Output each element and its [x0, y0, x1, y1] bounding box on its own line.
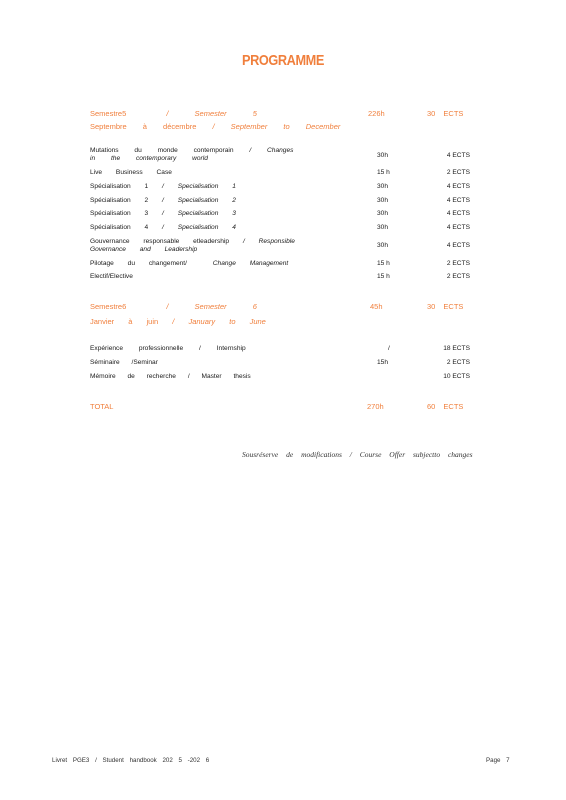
course-label-fr: Spécialisation 4 [90, 224, 149, 231]
course-ects: 4 ECTS [446, 197, 470, 204]
total-label: TOTAL [90, 402, 114, 411]
course-label [90, 197, 300, 205]
course-hours: 30h [377, 210, 389, 217]
semester5-hours: 226h [368, 109, 385, 118]
course-label-fr: Gouvernance responsable etleadership [90, 238, 230, 245]
footer-handbook: Livret PGE3 / Student handbook 202 5 -202 6 [52, 757, 210, 764]
footer-page-number: Page 7 [486, 757, 510, 764]
course-label [90, 373, 330, 381]
course-hours: 15 h [377, 260, 390, 267]
course-label-en: / Specialisation 3 [162, 210, 236, 217]
total-ects: 60 ECTS [427, 402, 464, 411]
total-hours: 270h [367, 402, 384, 411]
semester6-heading-en: / Semester 6 [166, 302, 257, 311]
course-label [90, 224, 300, 232]
course-hours: / [388, 345, 390, 352]
semester6-hours: 45h [370, 302, 383, 311]
course-ects: 2 ECTS [446, 169, 470, 176]
course-ects: 2 ECTS [446, 260, 470, 267]
course-hours: 30h [377, 242, 389, 249]
course-label-en: / Specialisation 4 [162, 224, 236, 231]
page-title: PROGRAMME [242, 52, 324, 69]
semester5-period-en: / September to December [212, 122, 341, 131]
course-label-fr: Spécialisation 3 [90, 210, 149, 217]
course-ects: 2 ECTS [446, 359, 470, 366]
course-label-fr: Mutations du monde contemporain [90, 147, 234, 154]
course-label-fr: Electif/Elective [90, 273, 133, 280]
course-label-fr: Spécialisation 2 [90, 197, 149, 204]
course-label-fr: Pilotage du changement/ [90, 260, 187, 267]
course-ects: 10 ECTS [443, 373, 470, 380]
course-ects: 2 ECTS [446, 273, 470, 280]
course-hours: 15 h [377, 169, 390, 176]
course-hours: 30h [377, 224, 389, 231]
course-hours: 30h [377, 197, 389, 204]
course-label-en: / Changes in the contemporary world [90, 147, 294, 162]
semester5-period [90, 122, 340, 131]
course-label-fr: Live Business Case [90, 169, 172, 176]
course-label-en: / Responsible Governance and Leadership [90, 238, 295, 253]
semester6-heading-fr: Semestre6 [90, 302, 127, 311]
course-ects: 4 ECTS [446, 183, 470, 190]
course-label-en: / Internship [199, 345, 246, 352]
course-label-en: / Specialisation 1 [162, 183, 236, 190]
semester6-heading [90, 302, 257, 311]
course-ects: 4 ECTS [446, 242, 470, 249]
course-label [90, 147, 300, 163]
table-row [90, 238, 470, 256]
course-ects: 4 ECTS [446, 210, 470, 217]
course-hours: 15 h [377, 273, 390, 280]
course-label-fr: Spécialisation 1 [90, 183, 149, 190]
semester5-heading-en: / Semester 5 [166, 109, 257, 118]
course-label [90, 238, 300, 254]
course-label-fr: Expérience professionnelle [90, 345, 184, 352]
table-row [90, 147, 470, 165]
course-label [90, 210, 300, 218]
semester6-period-en: / January to June [172, 317, 266, 326]
course-label [90, 359, 300, 367]
course-label [90, 169, 300, 177]
course-hours: 30h [377, 152, 389, 159]
semester6-period-fr: Janvier à juin [90, 317, 159, 326]
course-label [90, 345, 330, 353]
semester6-period [90, 317, 266, 326]
course-label-fr: Séminaire /Seminar [90, 359, 158, 366]
course-label-en: / Specialisation 2 [162, 197, 236, 204]
semester5-period-fr: Septembre à décembre [90, 122, 197, 131]
course-label-fr: Mémoire de recherche [90, 373, 176, 380]
course-label [90, 273, 300, 281]
semester5-heading [90, 109, 257, 118]
course-label [90, 183, 300, 191]
course-label [90, 260, 300, 268]
course-ects: 4 ECTS [446, 224, 470, 231]
semester6-ects: 30 ECTS [427, 302, 464, 311]
course-ects: 4 ECTS [446, 152, 470, 159]
course-ects: 18 ECTS [443, 345, 470, 352]
course-hours: 15h [377, 359, 389, 366]
course-label-en: / Master thesis [187, 373, 251, 380]
modification-note: Sousréserve de modifications / Course Offer subjectto changes [242, 450, 473, 459]
semester5-ects: 30 ECTS [427, 109, 464, 118]
course-label-en: Change Management [212, 260, 289, 267]
course-hours: 30h [377, 183, 389, 190]
semester5-heading-fr: Semestre5 [90, 109, 127, 118]
